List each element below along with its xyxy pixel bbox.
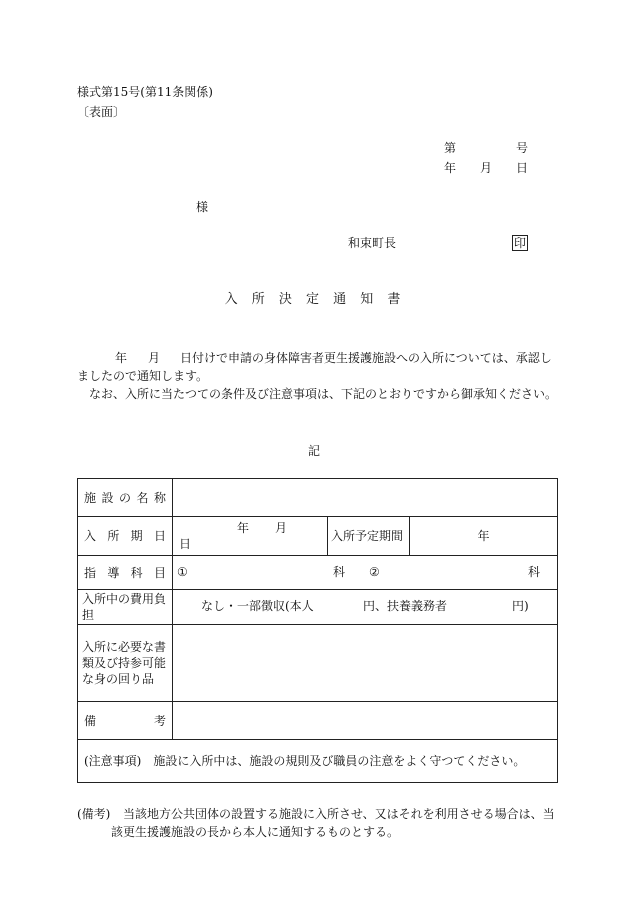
doc-number-dai: 第: [444, 141, 457, 155]
recipient-suffix: 様: [196, 200, 209, 214]
items-value: [173, 625, 558, 702]
row-guidance: [78, 556, 558, 590]
seal-mark: 印: [514, 236, 527, 250]
facility-name-label: 施設の名称: [78, 479, 173, 517]
body-para2: なお、入所に当たつての条件及び注意事項は、下記のとおりですから御承知ください。: [89, 387, 558, 401]
row-remarks: [78, 702, 558, 740]
cost-part-a: なし・一部徴収(本人: [201, 599, 314, 613]
cost-value: [173, 590, 558, 625]
guidance-ka-1: 科: [333, 565, 346, 579]
cost-label: 入所中の費用負担: [78, 590, 173, 625]
date-hi: 日: [516, 161, 529, 175]
admission-date-value: [173, 517, 328, 556]
items-label: 入所に必要な書類及び持参可能な身の回り品: [78, 625, 173, 702]
document-title: 入 所 決 定 通 知 書: [224, 292, 406, 307]
body-line2: ましたので通知します。: [77, 369, 209, 383]
doc-number-go: 号: [516, 141, 529, 155]
row-facility-name: [78, 479, 558, 517]
date-tsuki: 月: [480, 161, 493, 175]
remarks-value: [173, 702, 558, 740]
planned-period-value: [410, 517, 558, 556]
footnote-line2: 該更生援護施設の長から本人に通知するものとする。: [111, 825, 400, 839]
footnote-line1: 当該地方公共団体の設置する施設に入所させ、又はそれを利用させる場合は、当: [123, 807, 555, 821]
ki-heading: 記: [308, 444, 321, 458]
guidance-ka-2: 科: [528, 565, 541, 579]
admission-date-label: 入所期日: [78, 517, 173, 556]
row-cost: [78, 590, 558, 625]
row-items: [78, 625, 558, 702]
notes-cell: (注意事項) 施設に入所中は、施設の規則及び職員の注意をよく守つてください。: [78, 740, 558, 783]
footnote-label: (備考): [77, 807, 111, 821]
planned-period-label: 入所予定期間: [328, 517, 410, 556]
row-admission-date: [78, 517, 558, 556]
admission-hi: 日: [179, 537, 192, 551]
admission-nen: 年: [237, 521, 250, 535]
body-line1: 日付けで申請の身体障害者更生援護施設への入所については、承認し: [180, 351, 552, 365]
row-notes: [78, 740, 558, 783]
remarks-label: 備考: [78, 702, 173, 740]
admission-tsuki: 月: [275, 521, 288, 535]
form-number: 様式第15号(第11条関係): [77, 85, 213, 99]
planned-period-nen: 年: [477, 529, 490, 543]
body-nen: 年: [115, 351, 128, 365]
cost-part-c: 円): [512, 599, 529, 613]
guidance-label: 指導科目: [78, 556, 173, 590]
date-nen: 年: [444, 161, 457, 175]
issuer-title: 和束町長: [348, 236, 397, 250]
body-tsuki: 月: [148, 351, 161, 365]
details-table: [77, 478, 558, 783]
cost-part-b: 円、扶養義務者: [363, 599, 448, 613]
guidance-2-marker: ②: [369, 565, 380, 579]
side-indicator: 〔表面〕: [77, 105, 126, 119]
guidance-1-marker: ①: [177, 565, 188, 579]
facility-name-value: [173, 479, 558, 517]
guidance-value: [173, 556, 558, 590]
